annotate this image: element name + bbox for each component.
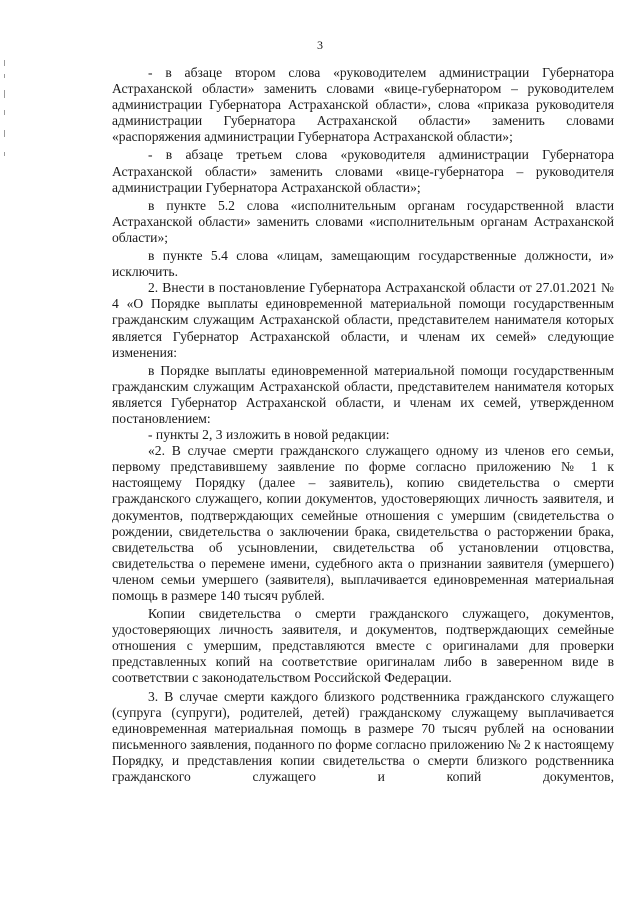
paragraph-1: - в абзаце втором слова «руководителем администрации Губернатора Астраханской области» заменить словами «вице-губернатором – руководителем администрации Губернатора Астраханской области», слова «приказа руководителя администрации Губернатора Астраханской области» заменить словами «распоряжения администрации Губернатора Астраханской области»; — [112, 65, 614, 145]
paragraph-10: 3. В случае смерти каждого близкого родственника гражданского служащего (супруга (супруги), родителей, детей) гражданскому служащему выплачивается единовременная материальная помощь в размере 70 тысяч рублей на основании письменного заявления, поданного по форме согласно приложению № 2 к настоящему Порядку, и представления копии свидетельства о смерти близкого родственника гражданского служащего и копий документов, — [112, 688, 614, 785]
paragraph-8: «2. В случае смерти гражданского служащего одному из членов его семьи, первому представившему заявление по форме согласно приложению № 1 к настоящему Порядку (далее – заявитель), копию свидетельства о смерти гражданского служащего, копии документов, удостоверяющих личность заявителя, и документов, подтверждающих семейные отношения с умершим (свидетельства о рождении, свидетельства о заключении брака, свидетельства о расторжении брака, свидетельства об усыновлении, свидетельства об установлении отцовства, свидетельства о перемене имени, судебного акта о признании заявителя (умершего) членом семьи умершего (заявителя), выплачивается единовременная материальная помощь в размере 140 тысяч рублей. — [112, 443, 614, 603]
document-body — [112, 65, 614, 785]
paragraph-6: в Порядке выплаты единовременной материальной помощи государственным гражданским служащим Астраханской области, представителем нанимателя которых является Губернатор Астраханской области, и членам их семей, утвержденном постановлением: — [112, 362, 614, 426]
paragraph-4: в пункте 5.4 слова «лицам, замещающим государственные должности, и» исключить. — [112, 248, 614, 280]
paragraph-9: Копии свидетельства о смерти гражданского служащего, документов, удостоверяющих личность заявителя, и документов, подтверждающих семейные отношения с умершим, представляются вместе с оригиналами для проверки представленных копий на соответствие оригиналам либо в заверенном виде в соответствии с законодательством Российской Федерации. — [112, 606, 614, 686]
paragraph-7: - пункты 2, 3 изложить в новой редакции: — [148, 427, 390, 443]
paragraph-5: 2. Внести в постановление Губернатора Астраханской области от 27.01.2021 № 4 «О Порядке выплаты единовременной материальной помощи государственным гражданским служащим Астраханской области, представителем нанимателя которых является Губернатор Астраханской области, и членам их семей» следующие изменения: — [112, 280, 614, 360]
paragraph-3: в пункте 5.2 слова «исполнительным органам государственной власти Астраханской области» заменить словами «исполнительным органам Астраханской области»; — [112, 197, 614, 245]
scan-edge-marks — [4, 60, 8, 170]
paragraph-2: - в абзаце третьем слова «руководителя администрации Губернатора Астраханской области» заменить словами «вице-губернатора – руководителя администрации Губернатора Астраханской области»; — [112, 147, 614, 195]
page-number: 3 — [317, 38, 323, 52]
